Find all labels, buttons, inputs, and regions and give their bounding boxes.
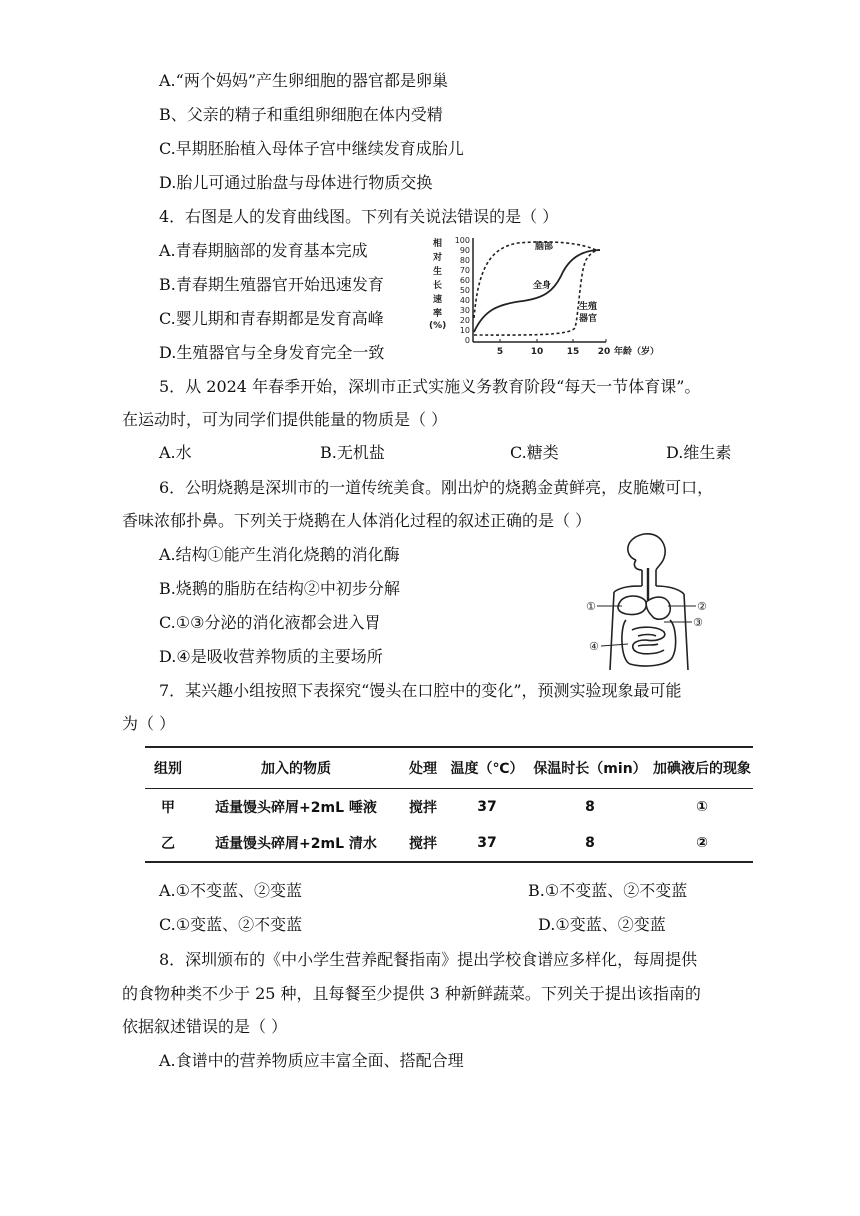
- table-cell: 37: [477, 799, 497, 815]
- ylabel-char: 速: [433, 295, 443, 305]
- curve-label-repro: 器官: [579, 314, 598, 324]
- ytick: 100: [454, 236, 470, 245]
- q5-option-b: B.无机盐: [320, 443, 385, 462]
- q4-option-c: C.婴儿期和青春期都是发育高峰: [159, 309, 384, 328]
- experiment-table: [145, 746, 753, 863]
- q5-option-c: C.糖类: [510, 443, 559, 462]
- q8-option-a: A.食谱中的营养物质应丰富全面、搭配合理: [159, 1051, 464, 1070]
- q3-option-d: D.胎儿可通过胎盘与母体进行物质交换: [159, 173, 433, 192]
- xtick: 15: [566, 347, 580, 357]
- col-duration: 保温时长（min）: [529, 747, 651, 789]
- q7-stem-line2: 为（ ）: [122, 714, 176, 733]
- ylabel-char: 对: [433, 253, 443, 263]
- q5-option-d: D.维生素: [666, 443, 732, 462]
- q4-option-b: B.青春期生殖器官开始迅速发育: [159, 275, 384, 294]
- digestive-system-figure: [584, 530, 714, 674]
- table-cell: ②: [651, 825, 753, 862]
- table-cell: 8: [529, 825, 651, 862]
- table-cell: ①: [696, 799, 708, 815]
- q6-stem-line2: 香味浓郁扑鼻。下列关于烧鹅在人体消化过程的叙述正确的是（ ）: [122, 511, 592, 530]
- table-cell: 37: [445, 825, 529, 862]
- ylabel-char: 长: [433, 281, 443, 291]
- q7-stem-line1: 7．某兴趣小组按照下表探究“馒头在口腔中的变化”，预测实验现象最可能: [159, 681, 682, 700]
- ytick: 0: [464, 336, 470, 345]
- q6-option-a: A.结构①能产生消化烧鹅的消化酶: [159, 545, 400, 564]
- q3-option-a: A.“两个妈妈”产生卵细胞的器官都是卵巢: [159, 71, 449, 90]
- q4-option-a: A.青春期脑部的发育基本完成: [159, 241, 368, 260]
- xtick: 10: [530, 347, 544, 357]
- q6-option-d: D.④是吸收营养物质的主要场所: [159, 647, 383, 666]
- ylabel-char: 率: [433, 309, 443, 319]
- ytick: 10: [459, 326, 470, 335]
- table-cell: 8: [585, 799, 595, 815]
- q8-stem-line3: 依据叙述错误的是（ ）: [122, 1017, 288, 1036]
- q6-option-b: B.烧鹅的脂肪在结构②中初步分解: [159, 579, 400, 598]
- figure-label-4: ④: [589, 640, 599, 653]
- ytick: 90: [459, 246, 470, 255]
- col-substance: 加入的物质: [191, 747, 401, 789]
- q7-option-a: A.①不变蓝、②变蓝: [159, 881, 302, 900]
- q6-stem-line1: 6．公明烧鹅是深圳市的一道传统美食。刚出炉的烧鹅金黄鲜亮，皮脆嫩可口，: [159, 478, 714, 497]
- col-group: 组别: [145, 747, 191, 789]
- ylabel-char: 生: [433, 267, 443, 277]
- ytick: 30: [459, 306, 470, 315]
- ytick: 70: [459, 266, 470, 275]
- col-temperature: 温度（℃）: [445, 747, 529, 789]
- table-cell: 适量馒头碎屑+2mL 清水: [191, 825, 401, 862]
- col-phenomenon: 加碘液后的现象: [651, 747, 753, 789]
- ytick: 80: [459, 256, 470, 265]
- col-treatment: 处理: [401, 747, 445, 789]
- q8-stem-line1: 8．深圳颁布的《中小学生营养配餐指南》提出学校食谱应多样化，每周提供: [159, 950, 698, 969]
- ylabel-unit: (%): [429, 321, 447, 331]
- table-cell: 搅拌: [409, 800, 437, 816]
- table-cell: 乙: [145, 825, 191, 862]
- q4-option-d: D.生殖器官与全身发育完全一致: [159, 343, 385, 362]
- curve-label-repro: 生殖: [579, 302, 598, 312]
- ytick: 50: [459, 286, 470, 295]
- table-row: [145, 789, 753, 826]
- growth-curve-figure: [428, 232, 660, 360]
- figure-label-2: ②: [697, 600, 707, 613]
- q3-option-c: C.早期胚胎植入母体子宫中继续发育成胎儿: [159, 139, 464, 158]
- ytick: 20: [459, 316, 470, 325]
- table-header-row: [145, 747, 753, 789]
- xtick: 20: [597, 347, 611, 357]
- q7-option-d: D.①变蓝、②变蓝: [538, 915, 666, 934]
- q7-option-c: C.①变蓝、②不变蓝: [159, 915, 303, 934]
- table-row: [145, 825, 753, 862]
- table-cell: 甲: [161, 800, 175, 816]
- q5-stem-line1: 5．从 2024 年春季开始，深圳市正式实施义务教育阶段“每天一节体育课”。: [159, 377, 701, 396]
- figure-label-1: ①: [586, 600, 596, 613]
- table-cell: 适量馒头碎屑+2mL 唾液: [215, 800, 377, 816]
- ytick: 40: [459, 296, 470, 305]
- curve-label-brain: 脑部: [535, 242, 554, 252]
- table-cell: 搅拌: [401, 825, 445, 862]
- q7-option-b: B.①不变蓝、②不变蓝: [528, 881, 688, 900]
- ylabel-char: 相: [433, 239, 443, 249]
- ytick: 60: [459, 276, 470, 285]
- q5-option-a: A.水: [159, 443, 192, 462]
- q5-stem-line2: 在运动时，可为同学们提供能量的物质是（ ）: [122, 410, 448, 429]
- q3-option-b: B、父亲的精子和重组卵细胞在体内受精: [159, 105, 443, 124]
- xtick: 5: [496, 347, 504, 357]
- q6-option-c: C.①③分泌的消化液都会进入胃: [159, 613, 381, 632]
- curve-label-body: 全身: [533, 281, 552, 291]
- q8-stem-line2: 的食物种类不少于 25 种，且每餐至少提供 3 种新鲜蔬菜。下列关于提出该指南的: [122, 984, 701, 1003]
- xlabel: 年龄（岁）: [614, 347, 660, 357]
- q4-stem: 4．右图是人的发育曲线图。下列有关说法错误的是（ ）: [159, 207, 559, 226]
- figure-label-3: ③: [693, 616, 703, 629]
